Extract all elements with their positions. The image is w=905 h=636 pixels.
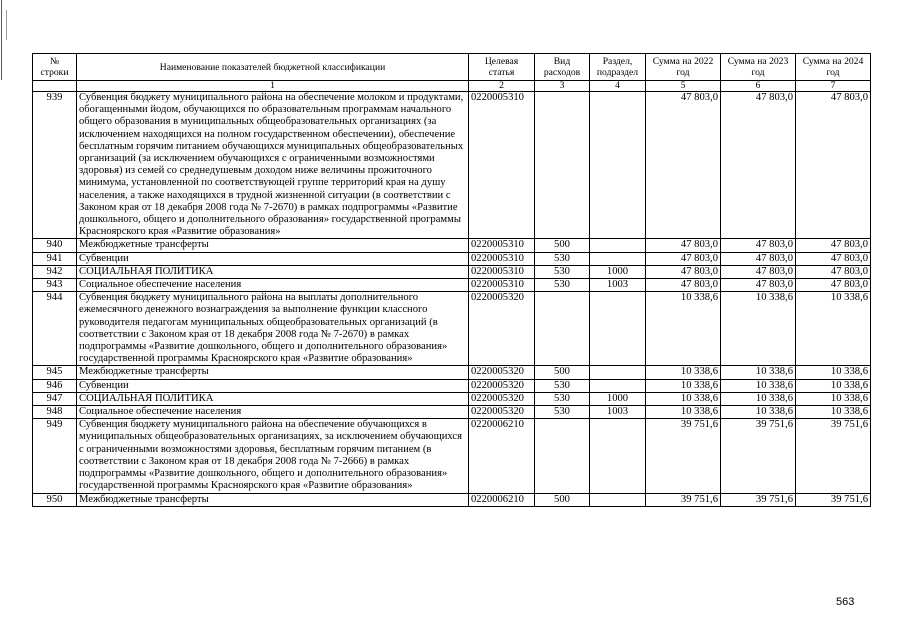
header-expense-type: Вид расходов [535, 54, 590, 81]
row-sum-2022: 47 803,0 [646, 252, 721, 265]
table-row [33, 379, 871, 392]
column-number: 6 [721, 81, 796, 92]
row-expense-type: 530 [535, 279, 590, 292]
table-row [33, 252, 871, 265]
row-target: 0220005310 [469, 239, 535, 252]
row-target: 0220006210 [469, 419, 535, 493]
row-section [590, 366, 646, 379]
row-section: 1003 [590, 406, 646, 419]
row-expense-type [535, 292, 590, 366]
column-number: 5 [646, 81, 721, 92]
header-sum-2024: Сумма на 2024 год [796, 54, 871, 81]
row-expense-type: 500 [535, 239, 590, 252]
row-number: 939 [33, 92, 77, 239]
row-sum-2023: 47 803,0 [721, 239, 796, 252]
row-section [590, 292, 646, 366]
row-number: 943 [33, 279, 77, 292]
row-target: 0220005320 [469, 366, 535, 379]
row-sum-2024: 39 751,6 [796, 493, 871, 506]
row-sum-2023: 47 803,0 [721, 92, 796, 239]
row-number: 948 [33, 406, 77, 419]
header-target: Целевая статья [469, 54, 535, 81]
row-expense-type: 530 [535, 265, 590, 278]
header-section: Раздел, подраздел [590, 54, 646, 81]
row-name: Субвенции [77, 252, 469, 265]
row-target: 0220005320 [469, 406, 535, 419]
row-sum-2022: 47 803,0 [646, 265, 721, 278]
table-row [33, 239, 871, 252]
row-name: Субвенция бюджету муниципального района на обеспечение обучающихся в муниципальных общеобразовательных организациях, за исключением обучающихся с ограниченными возможностями здоровья, бесплатным горячим питанием (в соответствии с Законом края от 18 декабря 2008 года № 7-2666) в рамках подпрограммы «Развитие дошкольного, общего и дополнительного образования» государственной программы Красноярского края «Развитие образования» [77, 419, 469, 493]
row-sum-2023: 39 751,6 [721, 419, 796, 493]
header-sum-2023: Сумма на 2023 год [721, 54, 796, 81]
row-number: 949 [33, 419, 77, 493]
row-sum-2024: 47 803,0 [796, 239, 871, 252]
row-target: 0220005320 [469, 379, 535, 392]
row-name: Субвенции [77, 379, 469, 392]
row-sum-2024: 39 751,6 [796, 419, 871, 493]
row-target: 0220005320 [469, 392, 535, 405]
row-number: 950 [33, 493, 77, 506]
row-sum-2023: 10 338,6 [721, 379, 796, 392]
row-name: Межбюджетные трансферты [77, 239, 469, 252]
row-sum-2024: 10 338,6 [796, 406, 871, 419]
row-section [590, 92, 646, 239]
row-name: Субвенция бюджету муниципального района на обеспечение молоком и продуктами, обогащенными йодом, обучающихся по образовательным программам начального общего образования в муниципальных общеобразовательных организациях (за исключением находящихся на полном государственном обеспечении), обеспечение бесплатным горячим питанием обучающихся муниципальных общеобразовательных организаций (за исключением обучающихся с ограниченными возможностями здоровья) из семей со среднедушевым доходом ниже величины прожиточного минимума, установленной по соответствующей группе территорий края на душу населения, а также находящихся в трудной жизненной ситуации (в соответствии с Законом края от 18 декабря 2008 года № 7-2670) в рамках подпрограммы «Развитие дошкольного, общего и дополнительного образования» государственной программы Красноярского края «Развитие образования» [77, 92, 469, 239]
row-number: 941 [33, 252, 77, 265]
row-sum-2022: 10 338,6 [646, 379, 721, 392]
row-number: 942 [33, 265, 77, 278]
table-row [33, 92, 871, 239]
row-sum-2022: 10 338,6 [646, 406, 721, 419]
row-sum-2024: 47 803,0 [796, 279, 871, 292]
row-number: 946 [33, 379, 77, 392]
row-expense-type: 530 [535, 252, 590, 265]
row-sum-2022: 47 803,0 [646, 92, 721, 239]
row-sum-2023: 10 338,6 [721, 292, 796, 366]
page-number: 563 [836, 596, 855, 608]
column-number: 1 [77, 81, 469, 92]
column-number: 7 [796, 81, 871, 92]
row-target: 0220005310 [469, 279, 535, 292]
row-section [590, 239, 646, 252]
row-section [590, 493, 646, 506]
row-sum-2023: 10 338,6 [721, 406, 796, 419]
row-number: 940 [33, 239, 77, 252]
column-number [33, 81, 77, 92]
row-target: 0220005310 [469, 92, 535, 239]
row-expense-type [535, 92, 590, 239]
row-number: 947 [33, 392, 77, 405]
row-name: Межбюджетные трансферты [77, 493, 469, 506]
row-sum-2024: 47 803,0 [796, 265, 871, 278]
row-sum-2022: 10 338,6 [646, 292, 721, 366]
header-row-no: № строки [33, 54, 77, 81]
table-row [33, 419, 871, 493]
row-expense-type: 500 [535, 366, 590, 379]
row-sum-2023: 47 803,0 [721, 265, 796, 278]
row-target: 0220005310 [469, 252, 535, 265]
row-section [590, 419, 646, 493]
row-target: 0220006210 [469, 493, 535, 506]
row-sum-2022: 39 751,6 [646, 419, 721, 493]
header-sum-2022: Сумма на 2022 год [646, 54, 721, 81]
row-sum-2023: 39 751,6 [721, 493, 796, 506]
header-name: Наименование показателей бюджетной классификации [77, 54, 469, 81]
column-number: 4 [590, 81, 646, 92]
binding-edge-mark [6, 10, 7, 40]
row-sum-2023: 47 803,0 [721, 252, 796, 265]
row-section [590, 252, 646, 265]
row-sum-2022: 47 803,0 [646, 279, 721, 292]
row-name: Социальное обеспечение населения [77, 406, 469, 419]
row-sum-2024: 10 338,6 [796, 379, 871, 392]
row-sum-2022: 47 803,0 [646, 239, 721, 252]
table-row [33, 292, 871, 366]
row-sum-2024: 10 338,6 [796, 392, 871, 405]
table-row [33, 392, 871, 405]
row-sum-2022: 39 751,6 [646, 493, 721, 506]
row-name: Межбюджетные трансферты [77, 366, 469, 379]
row-sum-2023: 10 338,6 [721, 392, 796, 405]
row-expense-type: 530 [535, 392, 590, 405]
row-number: 945 [33, 366, 77, 379]
budget-table [32, 53, 871, 507]
column-number: 3 [535, 81, 590, 92]
row-name: СОЦИАЛЬНАЯ ПОЛИТИКА [77, 265, 469, 278]
row-section: 1003 [590, 279, 646, 292]
binding-edge-line [1, 0, 2, 80]
row-expense-type: 530 [535, 406, 590, 419]
table-row [33, 406, 871, 419]
row-sum-2024: 47 803,0 [796, 92, 871, 239]
row-section [590, 379, 646, 392]
row-expense-type [535, 419, 590, 493]
row-sum-2023: 10 338,6 [721, 366, 796, 379]
column-number-row [33, 81, 871, 92]
row-sum-2022: 10 338,6 [646, 392, 721, 405]
row-number: 944 [33, 292, 77, 366]
row-section: 1000 [590, 392, 646, 405]
table-row [33, 366, 871, 379]
row-target: 0220005320 [469, 292, 535, 366]
row-sum-2023: 47 803,0 [721, 279, 796, 292]
row-sum-2024: 10 338,6 [796, 292, 871, 366]
row-name: Субвенция бюджету муниципального района на выплаты дополнительного ежемесячного денежного вознаграждения за выполнение функции классного руководителя педагогам муниципальных общеобразовательных организаций (в соответствии с Законом края от 18 декабря 2008 года № 7-2670) в рамках подпрограммы «Развитие дошкольного, общего и дополнительного образования» государственной программы Красноярского края «Развитие образования» [77, 292, 469, 366]
table-row [33, 265, 871, 278]
row-name: СОЦИАЛЬНАЯ ПОЛИТИКА [77, 392, 469, 405]
row-expense-type: 530 [535, 379, 590, 392]
column-number: 2 [469, 81, 535, 92]
row-expense-type: 500 [535, 493, 590, 506]
row-name: Социальное обеспечение населения [77, 279, 469, 292]
row-sum-2024: 47 803,0 [796, 252, 871, 265]
table-row [33, 279, 871, 292]
row-target: 0220005310 [469, 265, 535, 278]
row-sum-2022: 10 338,6 [646, 366, 721, 379]
row-section: 1000 [590, 265, 646, 278]
table-header-row [33, 54, 871, 81]
table-row [33, 493, 871, 506]
row-sum-2024: 10 338,6 [796, 366, 871, 379]
